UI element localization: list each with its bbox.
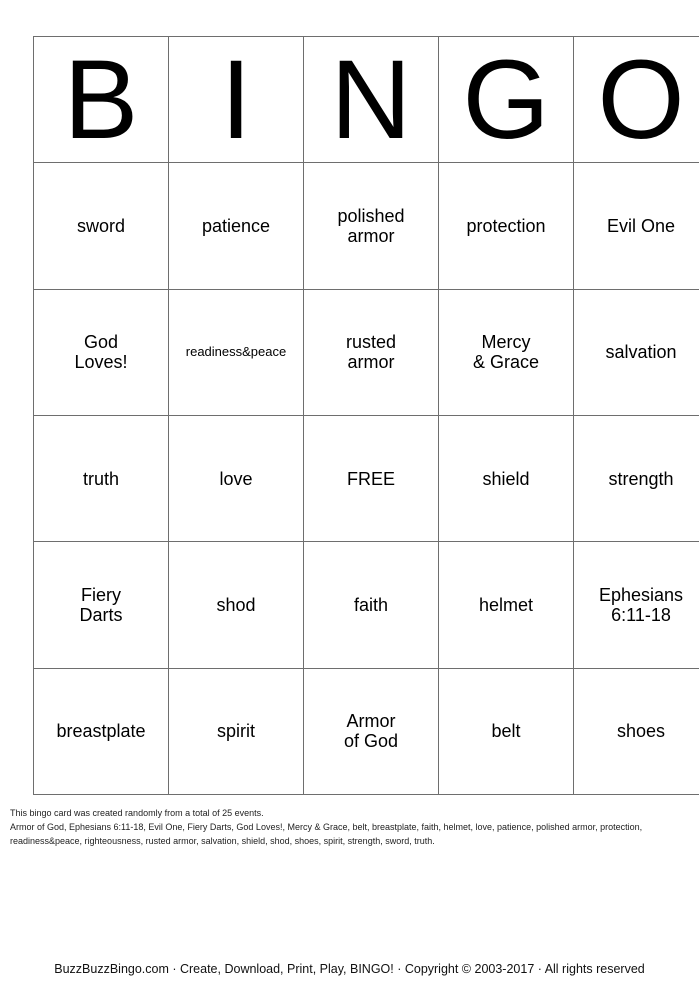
header-letter: I [169, 37, 304, 163]
bingo-cell: breastplate [34, 668, 169, 794]
bingo-cell: Mercy & Grace [439, 289, 574, 415]
bingo-row [34, 668, 699, 794]
bingo-cell: shield [439, 415, 574, 541]
bingo-cell: Ephesians 6:11-18 [574, 542, 699, 668]
info-event-list: Armor of God, Ephesians 6:11-18, Evil One, Fiery Darts, God Loves!, Mercy & Grace, belt, breastplate, faith, helmet, love, patience, polished armor, protection, readiness&peace, righteousness, rusted armor, salvation, shield, shod, shoes, spirit, strength, sword, truth. [10, 822, 643, 846]
bingo-cell: shoes [574, 668, 699, 794]
bingo-cell: Armor of God [304, 668, 439, 794]
bingo-cell: strength [574, 415, 699, 541]
header-letter: G [439, 37, 574, 163]
footer-copyright: BuzzBuzzBingo.com · Create, Download, Print, Play, BINGO! · Copyright © 2003-2017 · All rights reserved [54, 962, 645, 976]
card-info [10, 806, 690, 848]
bingo-cell: Evil One [574, 163, 699, 289]
bingo-cell: sword [34, 163, 169, 289]
bingo-cell: salvation [574, 289, 699, 415]
bingo-cell: polished armor [304, 163, 439, 289]
bingo-cell: love [169, 415, 304, 541]
bingo-cell: helmet [439, 542, 574, 668]
bingo-card [33, 36, 699, 795]
bingo-cell: faith [304, 542, 439, 668]
bingo-cell: rusted armor [304, 289, 439, 415]
header-letter: B [34, 37, 169, 163]
bingo-row [34, 415, 699, 541]
bingo-cell: spirit [169, 668, 304, 794]
bingo-cell: patience [169, 163, 304, 289]
header-letter: O [574, 37, 699, 163]
bingo-cell: belt [439, 668, 574, 794]
free-space-cell: FREE [304, 415, 439, 541]
bingo-row [34, 163, 699, 289]
bingo-cell: shod [169, 542, 304, 668]
bingo-cell: protection [439, 163, 574, 289]
bingo-row [34, 289, 699, 415]
bingo-header-row [34, 37, 699, 163]
bingo-cell: truth [34, 415, 169, 541]
bingo-cell: Fiery Darts [34, 542, 169, 668]
bingo-row [34, 542, 699, 668]
info-summary: This bingo card was created randomly from a total of 25 events. [10, 808, 264, 818]
bingo-cell: God Loves! [34, 289, 169, 415]
bingo-cell: readiness&peace [169, 289, 304, 415]
header-letter: N [304, 37, 439, 163]
